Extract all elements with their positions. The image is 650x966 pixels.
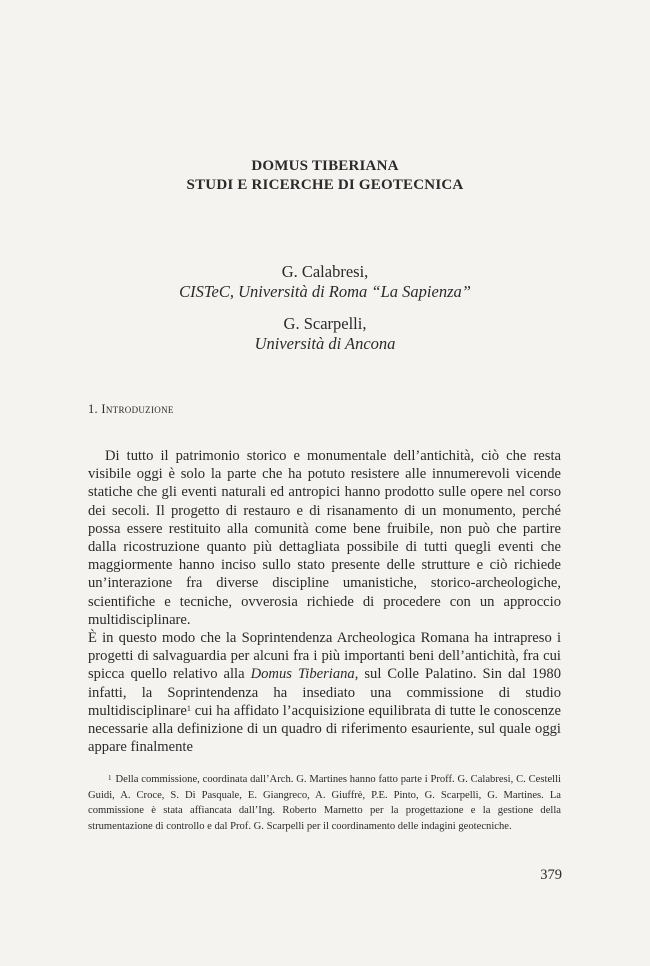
paragraph-2-start: È in questo modo che la Soprintendenza Archeologica Romana ha intrapreso i progetti di salvaguardia per alcuni fra i più importanti beni dell’antichità, fra cui spicca quello relativo alla bbox=[88, 630, 561, 683]
section-title: Introduzione bbox=[101, 402, 174, 416]
author-name: G. Scarpelli, bbox=[283, 314, 367, 333]
footnote-mark: 1 bbox=[108, 774, 112, 782]
section-number: 1. bbox=[88, 402, 98, 416]
title-line-2: STUDI E RICERCHE DI GEOTECNICA bbox=[186, 177, 464, 193]
author-affiliation: Università di Ancona bbox=[254, 334, 396, 353]
body-text bbox=[88, 447, 561, 756]
domus-tiberiana-italic: Domus Tiberiana, bbox=[250, 666, 359, 683]
footnote-text: Della commissione, coordinata dall’Arch. G. Martines hanno fatto parte i Proff. G. Calabresi, C. Cestelli Guidi, A. Croce, S. Di Pasquale, E. Giangreco, A. Giuffrè, P.E. Pinto, G. Scarpelli, G. Martines. La commissione è stata affiancata dall’Ing. Roberto Marnetto per la progettazione e la gestione della strumentazione di controllo e dal Prof. G. Scarpelli per il coordinamento delle indagini geotecniche. bbox=[88, 774, 561, 832]
footnote-reference: 1 bbox=[186, 703, 191, 713]
author-affiliation: CISTeC, Università di Roma “La Sapienza” bbox=[179, 282, 471, 301]
author-block-2 bbox=[0, 314, 650, 354]
paragraph-2-mid: sul Colle Palatino. Sin dal 1980 infatti, la Soprintendenza ha insediato una commissione di studio multidisciplinare bbox=[88, 666, 561, 719]
author-name: G. Calabresi, bbox=[281, 262, 369, 281]
page-number: 379 bbox=[540, 867, 562, 883]
paragraph-2 bbox=[88, 629, 561, 756]
footnote bbox=[88, 772, 561, 834]
paragraph-1: Di tutto il patrimonio storico e monumentale dell’antichità, ciò che resta visibile oggi è solo la parte che ha potuto resistere alle innumerevoli vicende statiche che gli eventi naturali ed antropici hanno prodotto sulle opere nel corso dei secoli. Il progetto di restauro e di risanamento di un monumento, perché possa essere restituito alla comunità come bene fruibile, non può che partire dalla ricostruzione quanto più dettagliata possibile di tutti quegli eventi che maggiormente hanno inciso sullo stato presente delle strutture e ciò richiede un’interazione fra diverse discipline umanistiche, storico-archeologiche, scientifiche e tecniche, ovverosia richiede di procedere con un approccio multidisciplinare. bbox=[88, 448, 561, 628]
title-line-1: DOMUS TIBERIANA bbox=[251, 158, 399, 174]
author-block-1 bbox=[0, 262, 650, 302]
section-heading bbox=[88, 402, 174, 417]
paragraph-2-end: cui ha affidato l’acquisizione equilibrata di tutte le conoscenze necessarie alla definizione di un quadro di riferimento esauriente, sul quale oggi appare finalmente bbox=[88, 702, 561, 756]
article-title bbox=[0, 157, 650, 195]
